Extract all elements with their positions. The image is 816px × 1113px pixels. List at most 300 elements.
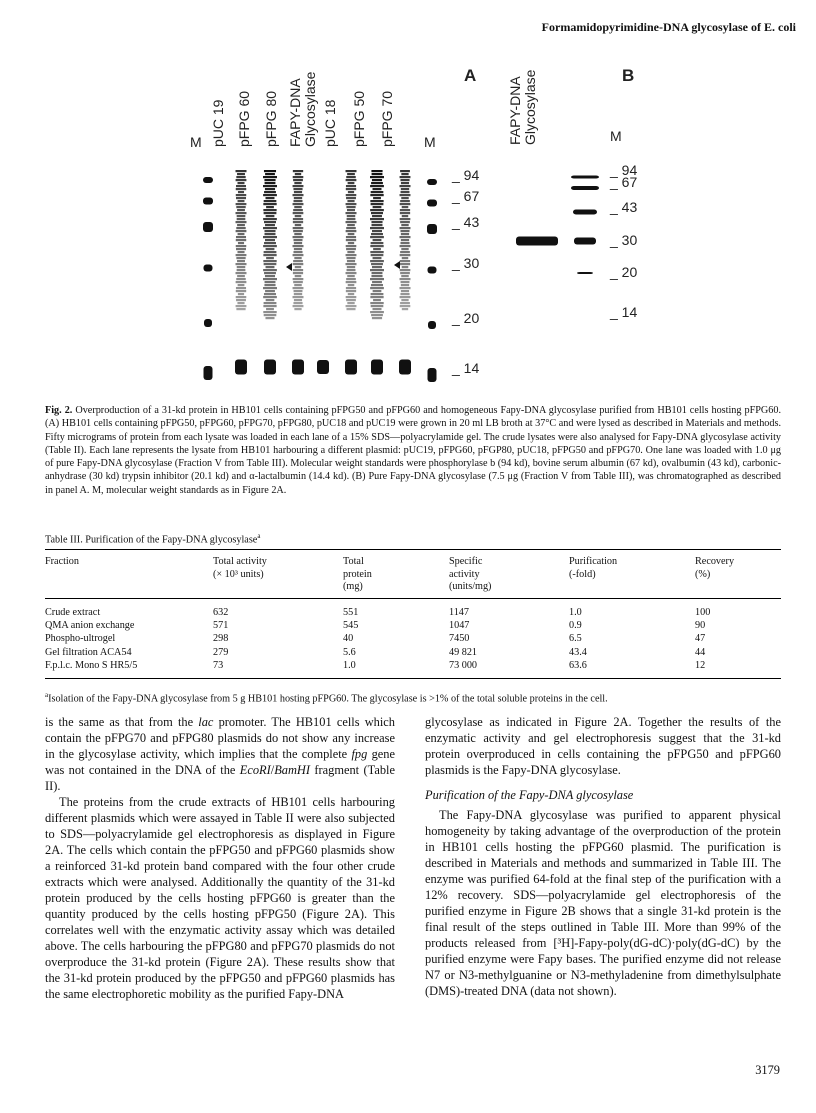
- figure-2: [40, 55, 780, 390]
- lysate-lane: [372, 179, 382, 181]
- lysate-lane: [266, 248, 275, 250]
- lysate-lane: [264, 170, 276, 172]
- dye-front: [371, 360, 383, 375]
- table-cell: QMA anion exchange: [45, 620, 135, 632]
- lysate-lane: [293, 296, 304, 298]
- lysate-lane: [293, 281, 303, 283]
- lysate-lane: [346, 206, 355, 208]
- lysate-lane: [293, 302, 302, 304]
- table-cell: 40: [343, 633, 354, 645]
- gel-band: [571, 176, 599, 179]
- table-cell: 632: [213, 606, 229, 618]
- lysate-lane: [236, 290, 246, 292]
- lysate-lane: [371, 263, 383, 265]
- lysate-lane: [236, 281, 247, 283]
- lysate-lane: [346, 212, 357, 214]
- lysate-lane: [236, 206, 245, 208]
- running-head: Formamidopyrimidine-DNA glycosylase of E. coli: [541, 20, 796, 34]
- marker-label: _ 43: [452, 214, 480, 230]
- lysate-lane: [236, 287, 246, 289]
- lysate-lane: [346, 263, 357, 265]
- column-header: Purification (-fold): [569, 556, 618, 580]
- lysate-lane: [293, 218, 303, 220]
- lysate-lane: [293, 251, 302, 253]
- lysate-lane: [401, 290, 409, 292]
- lysate-lane: [293, 278, 304, 280]
- lysate-lane: [294, 248, 302, 250]
- lysate-lane: [263, 209, 276, 211]
- lysate-lane: [293, 287, 304, 289]
- lysate-lane: [294, 257, 301, 259]
- table-cell: 571: [213, 620, 229, 632]
- gel-band: [204, 319, 212, 327]
- lysate-lane: [264, 200, 277, 202]
- lysate-lane: [294, 242, 302, 244]
- lysate-lane: [264, 293, 276, 295]
- lysate-lane: [294, 200, 303, 202]
- lysate-lane: [236, 296, 247, 298]
- lysate-lane: [264, 272, 276, 274]
- lysate-lane: [400, 218, 411, 220]
- lysate-lane: [348, 284, 355, 286]
- lysate-lane: [372, 215, 382, 217]
- lysate-lane: [263, 278, 277, 280]
- lysate-lane: [400, 212, 410, 214]
- section-heading: Purification of the Fapy-DNA glycosylase: [425, 788, 634, 802]
- lysate-lane: [400, 242, 409, 244]
- lysate-lane: [237, 209, 245, 211]
- gel-band: [427, 224, 437, 234]
- table-cell: Phospho-ultrogel: [45, 633, 116, 645]
- gel-image: [40, 55, 780, 390]
- lysate-lane: [347, 215, 355, 217]
- lysate-lane: [346, 194, 357, 196]
- table-row: [45, 619, 781, 632]
- lysate-lane: [265, 239, 275, 241]
- lysate-lane: [266, 266, 275, 268]
- lysate-lane: [237, 224, 245, 226]
- lysate-lane: [346, 176, 355, 178]
- lysate-lane: [346, 185, 356, 187]
- gel-band: [203, 198, 213, 205]
- lysate-lane: [264, 179, 275, 181]
- lysate-lane: [236, 278, 245, 280]
- body-column-right: [425, 714, 781, 999]
- lysate-lane: [347, 251, 354, 253]
- lysate-lane: [370, 302, 383, 304]
- lysate-lane: [400, 245, 411, 247]
- lysate-lane: [370, 236, 384, 238]
- lysate-lane: [401, 182, 409, 184]
- lysate-lane: [263, 176, 277, 178]
- page-number: 3179: [755, 1063, 780, 1077]
- lysate-lane: [265, 275, 275, 277]
- lysate-lane: [293, 179, 303, 181]
- lysate-lane: [400, 269, 411, 271]
- lysate-lane: [293, 209, 303, 211]
- lane-label: pFPG 70: [379, 90, 395, 147]
- lysate-lane: [370, 311, 384, 313]
- lysate-lane: [346, 308, 355, 310]
- lysate-lane: [346, 188, 356, 190]
- lysate-lane: [373, 197, 381, 199]
- lysate-lane: [400, 200, 410, 202]
- lysate-lane: [371, 275, 382, 277]
- lane-label: Glycosylase: [302, 71, 318, 147]
- lysate-lane: [293, 263, 304, 265]
- lysate-lane: [401, 239, 409, 241]
- lysate-lane: [263, 227, 277, 229]
- gel-band: [204, 366, 213, 380]
- lysate-lane: [236, 305, 247, 307]
- lysate-lane: [373, 206, 382, 208]
- lysate-lane: [265, 173, 275, 175]
- gel-band: [428, 267, 437, 274]
- marker-label: _ 14: [610, 304, 638, 320]
- lysate-lane: [346, 278, 356, 280]
- lysate-lane: [348, 191, 354, 193]
- lysate-lane: [293, 188, 302, 190]
- lysate-lane: [347, 266, 355, 268]
- gel-band: [516, 237, 558, 246]
- lysate-lane: [401, 197, 408, 199]
- lysate-lane: [266, 308, 274, 310]
- lysate-lane: [346, 272, 357, 274]
- lysate-lane: [347, 218, 356, 220]
- marker-label: _ 67: [452, 188, 480, 204]
- lysate-lane: [348, 293, 354, 295]
- lysate-lane: [346, 203, 357, 205]
- lysate-lane: [401, 284, 409, 286]
- lysate-lane: [400, 203, 411, 205]
- lysate-lane: [347, 209, 355, 211]
- lysate-lane: [346, 179, 357, 181]
- lysate-lane: [295, 215, 302, 217]
- dye-front: [399, 360, 411, 375]
- marker-label: _ 30: [452, 255, 480, 271]
- lysate-lane: [263, 311, 276, 313]
- lane-label: M: [190, 134, 202, 150]
- table-cell: 49 821: [449, 646, 478, 658]
- lysate-lane: [400, 209, 410, 211]
- lysate-lane: [294, 284, 301, 286]
- lysate-lane: [265, 188, 275, 190]
- table-cell: 7450: [449, 633, 470, 645]
- lysate-lane: [238, 233, 245, 235]
- lysate-lane: [295, 266, 301, 268]
- table-cell: 551: [343, 606, 359, 618]
- lysate-lane: [373, 239, 382, 241]
- lysate-lane: [294, 299, 302, 301]
- dye-front: [292, 360, 304, 375]
- lysate-lane: [293, 176, 304, 178]
- lysate-lane: [346, 230, 357, 232]
- panel-b-label: B: [622, 66, 635, 85]
- lysate-lane: [293, 245, 304, 247]
- lysate-lane: [370, 245, 383, 247]
- lysate-lane: [371, 170, 382, 172]
- lysate-lane: [371, 191, 384, 193]
- table-cell: 279: [213, 646, 229, 658]
- gel-band: [571, 186, 599, 190]
- lysate-lane: [402, 206, 409, 208]
- lysate-lane: [264, 251, 277, 253]
- lysate-lane: [293, 227, 304, 229]
- lysate-lane: [295, 173, 301, 175]
- lysate-lane: [400, 305, 411, 307]
- lysate-lane: [264, 191, 276, 193]
- lysate-lane: [371, 305, 384, 307]
- lysate-lane: [236, 299, 246, 301]
- lysate-lane: [347, 275, 355, 277]
- lysate-lane: [346, 197, 356, 199]
- marker-label: _ 30: [610, 232, 638, 248]
- lysate-lane: [237, 215, 246, 217]
- lysate-lane: [371, 212, 383, 214]
- column-header: Recovery (%): [695, 556, 735, 580]
- lysate-lane: [265, 317, 274, 319]
- lysate-lane: [373, 290, 382, 292]
- lysate-lane: [372, 224, 383, 226]
- lysate-lane: [236, 230, 247, 232]
- lysate-lane: [370, 251, 383, 253]
- lysate-lane: [372, 281, 382, 283]
- lysate-lane: [347, 260, 355, 262]
- lysate-lane: [294, 290, 303, 292]
- lysate-lane: [293, 254, 304, 256]
- lysate-lane: [294, 206, 301, 208]
- lysate-lane: [372, 272, 383, 274]
- lysate-lane: [347, 173, 355, 175]
- lysate-lane: [293, 203, 304, 205]
- lysate-lane: [401, 191, 410, 193]
- lysate-lane: [263, 245, 277, 247]
- lysate-lane: [371, 254, 384, 256]
- table-cell: 73 000: [449, 659, 478, 671]
- lysate-lane: [400, 296, 411, 298]
- lysate-lane: [236, 236, 246, 238]
- caption-text: Overproduction of a 31-kd protein in HB101 cells containing pFPG50 and pFPG60 and homogeneous Fapy-DNA glycosylase purified from HB101 cells hosting pFPG60. (A) HB101 cells containing pFPG50, pFPG60, pFPG70, pFPG80, pUC18 and pUC19 were grown in 20 ml LB broth at 37°C and were lysed as described in Materials and methods. Fifty micrograms of protein from each lysate was loaded in each lane of a 15% SDS—polyacrylamide gel. The crude lysates were also analysed for Fapy-DNA glycosylase activity (Table II). Each lane represents the lysate from HB101 harbouring a different plasmid: pUC19, pFPG60, pFGP80, pUC18, pFPG50 and pFPG70. One lane was loaded with 1.0 μg of pure Fapy-DNA glycosylase (Fraction V from Table III). Molecular weight standards were phosphorylase b (94 kd), bovine serum albumin (67 kd), ovalbumin (43 kd), carbonic-anhydrase (30 kd) trypsin inhibitor (20.1 kd) and α-lactalbumin (14.4 kd). (B) Pure Fapy-DNA glycosylase (7.5 μg (Fraction V from Table III), was chromatographed as described in panel A. M, molecular weight standards as in Figure 2A.: [45, 405, 781, 496]
- table-cell: 63.6: [569, 659, 587, 671]
- lysate-lane: [346, 296, 357, 298]
- lysate-lane: [400, 194, 411, 196]
- lysate-lane: [400, 170, 410, 172]
- lysate-lane: [293, 221, 303, 223]
- lysate-lane: [370, 209, 384, 211]
- table-cell: 44: [695, 646, 706, 658]
- lysate-lane: [293, 236, 304, 238]
- lysate-lane: [237, 182, 244, 184]
- table-title: Table III. Purification of the Fapy-DNA glycosylase$^a$: [45, 532, 261, 546]
- lysate-lane: [236, 212, 247, 214]
- lysate-lane: [236, 197, 246, 199]
- lane-label: FAPY-DNA: [507, 76, 523, 145]
- table-cell: 47: [695, 633, 706, 645]
- lysate-lane: [236, 170, 247, 172]
- table-cell: 6.5: [569, 633, 582, 645]
- marker-label: _ 43: [610, 199, 638, 215]
- lysate-lane: [293, 272, 303, 274]
- lysate-lane: [236, 254, 247, 256]
- lysate-lane: [370, 176, 384, 178]
- lane-label: M: [424, 134, 436, 150]
- gel-band: [203, 177, 213, 183]
- marker-label: _ 67: [610, 174, 638, 190]
- lysate-lane: [402, 257, 408, 259]
- lysate-lane: [236, 257, 245, 259]
- lysate-lane: [346, 227, 356, 229]
- lysate-lane: [263, 218, 277, 220]
- lysate-lane: [237, 275, 245, 277]
- lane-label: FAPY-DNA: [287, 78, 303, 147]
- lysate-lane: [265, 182, 276, 184]
- dye-front: [345, 360, 357, 375]
- table-cell: 298: [213, 633, 229, 645]
- gel-band: [573, 210, 597, 215]
- lysate-lane: [293, 185, 304, 187]
- lysate-lane: [371, 221, 382, 223]
- table-cell: 90: [695, 620, 706, 632]
- lysate-lane: [265, 224, 275, 226]
- lysate-lane: [400, 302, 410, 304]
- table-cell: 1047: [449, 620, 470, 632]
- panel-a-label: A: [464, 66, 477, 85]
- lysate-lane: [263, 203, 276, 205]
- lysate-lane: [237, 302, 244, 304]
- lysate-lane: [237, 269, 246, 271]
- lysate-lane: [370, 278, 384, 280]
- lysate-lane: [265, 290, 275, 292]
- gel-band: [574, 238, 596, 245]
- lysate-lane: [294, 191, 302, 193]
- lysate-lane: [294, 182, 301, 184]
- lysate-lane: [372, 308, 381, 310]
- lysate-lane: [401, 224, 408, 226]
- table-cell: 545: [343, 620, 359, 632]
- lysate-lane: [401, 188, 409, 190]
- lysate-lane: [294, 308, 301, 310]
- lysate-lane: [400, 230, 409, 232]
- lysate-lane: [236, 188, 246, 190]
- lysate-lane: [400, 185, 411, 187]
- lysate-lane: [400, 251, 410, 253]
- lysate-lane: [400, 221, 410, 223]
- lysate-lane: [237, 173, 245, 175]
- lysate-lane: [401, 281, 410, 283]
- lysate-lane: [402, 266, 409, 268]
- band-arrow: [394, 261, 400, 269]
- lysate-lane: [264, 314, 277, 316]
- lysate-lane: [346, 254, 357, 256]
- gel-band: [428, 321, 436, 329]
- lysate-lane: [264, 302, 277, 304]
- lysate-lane: [400, 278, 411, 280]
- lysate-lane: [400, 272, 410, 274]
- lysate-lane: [400, 227, 411, 229]
- lysate-lane: [370, 269, 384, 271]
- lysate-lane: [263, 254, 276, 256]
- lysate-lane: [263, 287, 277, 289]
- lysate-lane: [370, 194, 383, 196]
- gel-band: [203, 222, 213, 232]
- lysate-lane: [346, 221, 357, 223]
- lysate-lane: [370, 260, 384, 262]
- lysate-lane: [266, 197, 275, 199]
- table-row: [45, 659, 781, 679]
- lysate-lane: [372, 266, 382, 268]
- lysate-lane: [238, 242, 244, 244]
- dye-front: [264, 360, 276, 375]
- gel-band: [427, 200, 437, 207]
- lysate-lane: [266, 299, 275, 301]
- lane-label: Glycosylase: [522, 69, 538, 145]
- lysate-lane: [238, 200, 245, 202]
- lysate-lane: [401, 173, 408, 175]
- lysate-lane: [238, 293, 244, 295]
- lysate-lane: [236, 227, 245, 229]
- lysate-lane: [294, 233, 301, 235]
- lysate-lane: [346, 287, 356, 289]
- lysate-lane: [370, 227, 384, 229]
- lysate-lane: [237, 260, 245, 262]
- lysate-lane: [295, 275, 302, 277]
- lysate-lane: [347, 302, 354, 304]
- lysate-lane: [347, 269, 356, 271]
- lysate-lane: [236, 308, 245, 310]
- lysate-lane: [371, 284, 383, 286]
- lysate-lane: [400, 254, 411, 256]
- lysate-lane: [293, 170, 303, 172]
- lysate-lane: [371, 293, 384, 295]
- lysate-lane: [370, 287, 384, 289]
- lysate-lane: [293, 194, 304, 196]
- lysate-lane: [293, 269, 303, 271]
- lysate-lane: [346, 239, 356, 241]
- table-cell: 5.6: [343, 646, 356, 658]
- lysate-lane: [293, 239, 302, 241]
- paragraph: glycosylase as indicated in Figure 2A. Together the results of the enzymatic activity and gel electrophoresis suggest that the 31-kd protein overproduced in cells containing the pFPG50 and pFPG60 plasmids is the Fapy-DNA glycosylase.: [425, 715, 781, 777]
- lane-label: pUC 18: [322, 99, 338, 147]
- lysate-lane: [347, 224, 355, 226]
- table-cell: 100: [695, 606, 711, 618]
- lysate-lane: [401, 248, 408, 250]
- lysate-lane: [400, 176, 411, 178]
- lysate-lane: [263, 194, 277, 196]
- table-cell: 1147: [449, 606, 469, 618]
- table-cell: 73: [213, 659, 224, 671]
- lysate-lane: [266, 257, 274, 259]
- lysate-lane: [265, 281, 276, 283]
- lysate-lane: [237, 218, 246, 220]
- lysate-lane: [236, 239, 246, 241]
- marker-label: _ 20: [610, 264, 638, 280]
- lysate-lane: [346, 290, 356, 292]
- lane-label: pFPG 80: [263, 90, 279, 147]
- gel-band: [428, 368, 437, 382]
- lysate-lane: [402, 215, 408, 217]
- lysate-lane: [370, 185, 384, 187]
- lysate-lane: [295, 224, 301, 226]
- caption-label: Fig. 2.: [45, 405, 73, 416]
- column-header: Total protein (mg): [343, 556, 372, 593]
- lysate-lane: [236, 221, 247, 223]
- table-cell: 12: [695, 659, 706, 671]
- table-cell: 1.0: [569, 606, 582, 618]
- lysate-lane: [264, 284, 275, 286]
- lysate-lane: [238, 284, 245, 286]
- lysate-lane: [346, 305, 357, 307]
- lysate-lane: [348, 233, 355, 235]
